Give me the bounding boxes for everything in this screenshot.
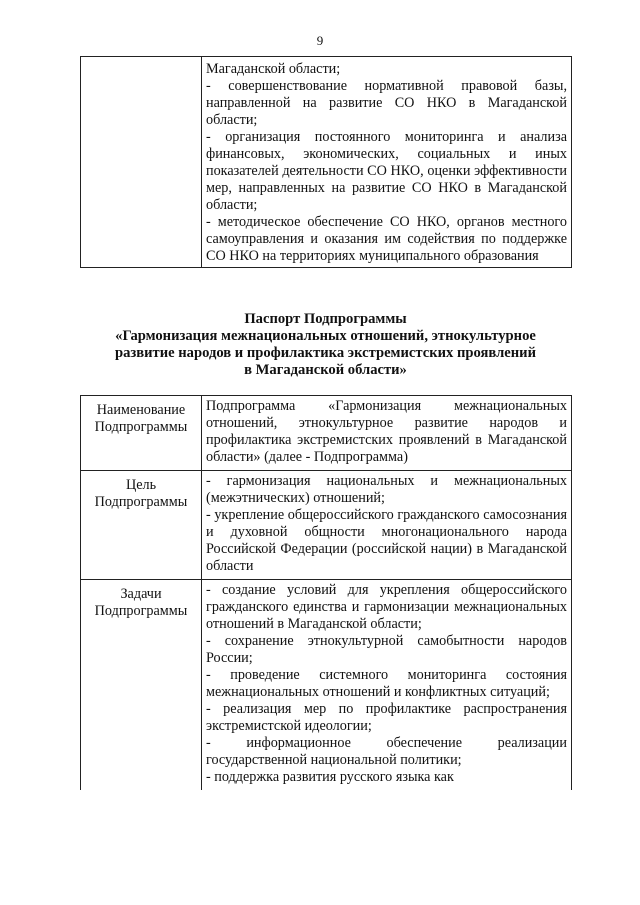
content-line: - организация постоянного мониторинга и анализа финансовых, экономических, социальных и иных показателей деятельности СО НКО, оценки эффективности мер, направленных на развитие СО НКО в Магаданской области; — [206, 129, 567, 213]
row-content — [202, 396, 572, 471]
label-line: Цель — [125, 477, 157, 493]
passport-title — [80, 311, 571, 379]
label-line: Наименование — [96, 402, 186, 418]
label-line: Задачи — [120, 586, 162, 602]
content-line: - гармонизация национальных и межнациональных (межэтнических) отношений; — [206, 473, 567, 506]
row-content — [202, 471, 572, 580]
content-line: - совершенствование нормативной правовой базы, направленной на развитие СО НКО в Магаданской области; — [206, 78, 567, 128]
label-line: Подпрограммы — [94, 494, 188, 510]
content-line: - сохранение этнокультурной самобытности народов России; — [206, 633, 567, 666]
title-line: Паспорт Подпрограммы — [244, 311, 407, 327]
content-line: Подпрограмма «Гармонизация межнациональных отношений, этнокультурное развитие народов и профилактика экстремистских проявлений в Магаданской области» (далее - Подпрограмма) — [206, 398, 567, 465]
row-label — [81, 57, 202, 268]
row-content — [202, 580, 572, 791]
content-line: - создание условий для укрепления общероссийского гражданского единства и гармонизации межнациональных отношений в Магаданской области; — [206, 582, 567, 632]
row-label — [81, 580, 202, 791]
table-row — [81, 396, 572, 471]
passport-table — [80, 395, 572, 790]
content-line: - информационное обеспечение реализации государственной национальной политики; — [206, 735, 567, 768]
label-line: Подпрограммы — [94, 419, 188, 435]
table-row — [81, 580, 572, 791]
content-line: - поддержка развития русского языка как — [206, 769, 454, 785]
content-line: - реализация мер по профилактике распространения экстремистской идеологии; — [206, 701, 567, 734]
content-line: - проведение системного мониторинга состояния межнациональных отношений и конфликтных ситуаций; — [206, 667, 567, 700]
content-line: - укрепление общероссийского гражданского самосознания и духовной общности многонационального народа Российской Федерации (российской нации) в Магаданской области — [206, 507, 567, 574]
page-number: 9 — [316, 33, 324, 48]
table-row — [81, 471, 572, 580]
row-content — [202, 57, 572, 268]
content-line: Магаданской области; — [206, 61, 341, 77]
title-line: «Гармонизация межнациональных отношений, этнокультурное — [115, 328, 536, 344]
title-line: в Магаданской области» — [244, 362, 407, 378]
label-line: Подпрограммы — [94, 603, 188, 619]
content-line: - методическое обеспечение СО НКО, органов местного самоуправления и оказания им содействия по поддержке СО НКО на территориях муниципального образования — [206, 214, 567, 264]
row-label — [81, 471, 202, 580]
table-row — [81, 57, 572, 268]
row-label — [81, 396, 202, 471]
title-line: развитие народов и профилактика экстремистских проявлений — [114, 345, 536, 361]
continuation-table — [80, 56, 572, 268]
